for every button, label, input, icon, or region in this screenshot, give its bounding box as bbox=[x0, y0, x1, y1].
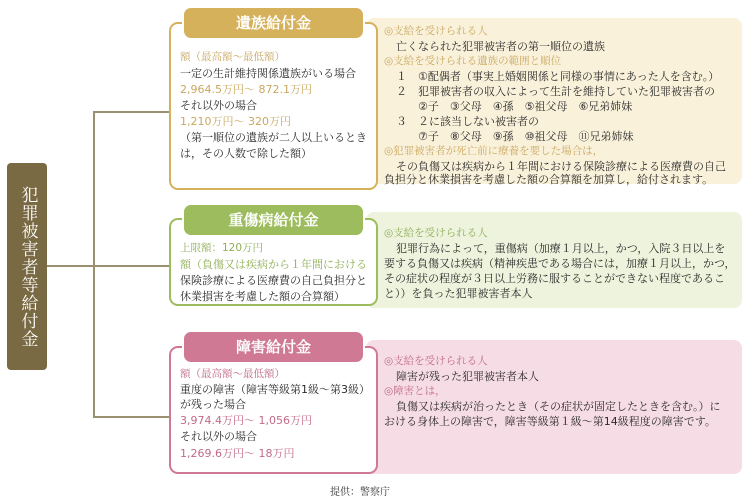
shogai-case1-amount: 3,974.4万円～ 1,056万円 bbox=[180, 414, 312, 427]
jusho-r-line2: 要する負傷又は疾病（精神疾患である場合には，加療１月以上，かつ， bbox=[384, 257, 736, 270]
izoku-case2: それ以外の場合 bbox=[180, 99, 257, 112]
jusho-title: 重傷病給付金 bbox=[182, 203, 365, 237]
shogai-title: 障害給付金 bbox=[182, 330, 365, 364]
jusho-r-line4: と））を負った犯罪被害者本人 bbox=[384, 287, 533, 300]
jusho-amount-line2: 保険診療による医療費の自己負担分と bbox=[180, 274, 367, 287]
jusho-r-head: ◎支給を受けられる人 bbox=[384, 227, 488, 239]
izoku-r3-line2: 負担分と休業損害を考慮した額の合算額を加算し，給付されます。 bbox=[384, 173, 714, 186]
izoku-r3-line1: その負傷又は疾病から１年間における保険診療による医療費の自己 bbox=[396, 160, 726, 173]
source-credit: 提供：警察庁 bbox=[330, 487, 390, 498]
izoku-note-1: （第一順位の遺族が二人以上いるとき bbox=[180, 131, 367, 144]
shogai-r2-head: ◎障害とは， bbox=[384, 385, 446, 397]
jusho-amount-text-1: 額（負傷又は疾病から１年間における bbox=[180, 258, 367, 271]
connector-shogai bbox=[93, 416, 169, 418]
izoku-amount-label: 額（最高額～最低額） bbox=[180, 51, 285, 63]
jusho-amount-line3: 休業損害を考慮した額の合算額） bbox=[180, 290, 345, 303]
shogai-amount-label: 額（最高額～最低額） bbox=[180, 368, 285, 380]
shogai-case1a: 重度の障害（障害等級第1級～第3級） bbox=[180, 383, 370, 396]
shogai-case2: それ以外の場合 bbox=[180, 430, 257, 443]
izoku-r1-text: 亡くなられた犯罪被害者の第一順位の遺族 bbox=[396, 40, 605, 53]
shogai-r2-line2: おける身体上の障害で，障害等級第１級～第14級程度の障害です。 bbox=[384, 415, 716, 428]
izoku-r2-line3: ②子 ③父母 ④孫 ⑤祖父母 ⑥兄弟姉妹 bbox=[418, 100, 633, 113]
root-label: 犯罪被害者等給付金 bbox=[17, 185, 38, 348]
connector-jusho bbox=[93, 265, 169, 267]
connector-vertical bbox=[93, 111, 95, 417]
izoku-r2-line5: ⑦子 ⑧父母 ⑨孫 ⑩祖父母 ⑪兄弟姉妹 bbox=[418, 130, 634, 143]
izoku-title: 遺族給付金 bbox=[182, 6, 365, 40]
connector-root bbox=[47, 265, 93, 267]
shogai-case2-amount: 1,269.6万円～ 18万円 bbox=[180, 447, 295, 460]
jusho-limit: 上限額：120万円 bbox=[180, 242, 264, 254]
izoku-case1-amount: 2,964.5万円～ 872.1万円 bbox=[180, 83, 312, 96]
izoku-r2-line1: １ ①配偶者（事実上婚姻関係と同様の事情にあった人を含む。） bbox=[396, 70, 720, 83]
izoku-case2-amount: 1,210万円～ 320万円 bbox=[180, 115, 291, 128]
shogai-r2-line1: 負傷又は疾病が治ったとき（その症状が固定したときを含む。）に bbox=[396, 400, 721, 413]
connector-izoku bbox=[93, 111, 169, 113]
shogai-case1b: が残った場合 bbox=[180, 398, 246, 411]
izoku-r2-line4: ３ ２に該当しない被害者の bbox=[396, 115, 539, 128]
jusho-r-line1: 犯罪行為によって，重傷病（加療１月以上，かつ，入院３日以上を bbox=[396, 242, 726, 255]
izoku-r2-line2: ２ 犯罪被害者の収入によって生計を維持していた犯罪被害者の bbox=[396, 85, 715, 98]
izoku-r2-head: ◎支給を受けられる遺族の範囲と順位 bbox=[384, 55, 562, 67]
izoku-r3-head: ◎犯罪被害者が死亡前に療養を要した場合は， bbox=[384, 145, 604, 157]
izoku-r1-head: ◎支給を受けられる人 bbox=[384, 25, 488, 37]
jusho-r-line3: その症状の程度が３日以上労務に服することができない程度であるこ bbox=[384, 272, 725, 285]
izoku-note-2: は，その人数で除した額） bbox=[180, 147, 312, 160]
shogai-r1-text: 障害が残った犯罪被害者本人 bbox=[396, 370, 539, 383]
shogai-r1-head: ◎支給を受けられる人 bbox=[384, 355, 488, 367]
jusho-amount-line1 bbox=[180, 257, 367, 272]
izoku-case1: 一定の生計維持関係遺族がいる場合 bbox=[180, 67, 356, 80]
root-node bbox=[7, 163, 47, 370]
